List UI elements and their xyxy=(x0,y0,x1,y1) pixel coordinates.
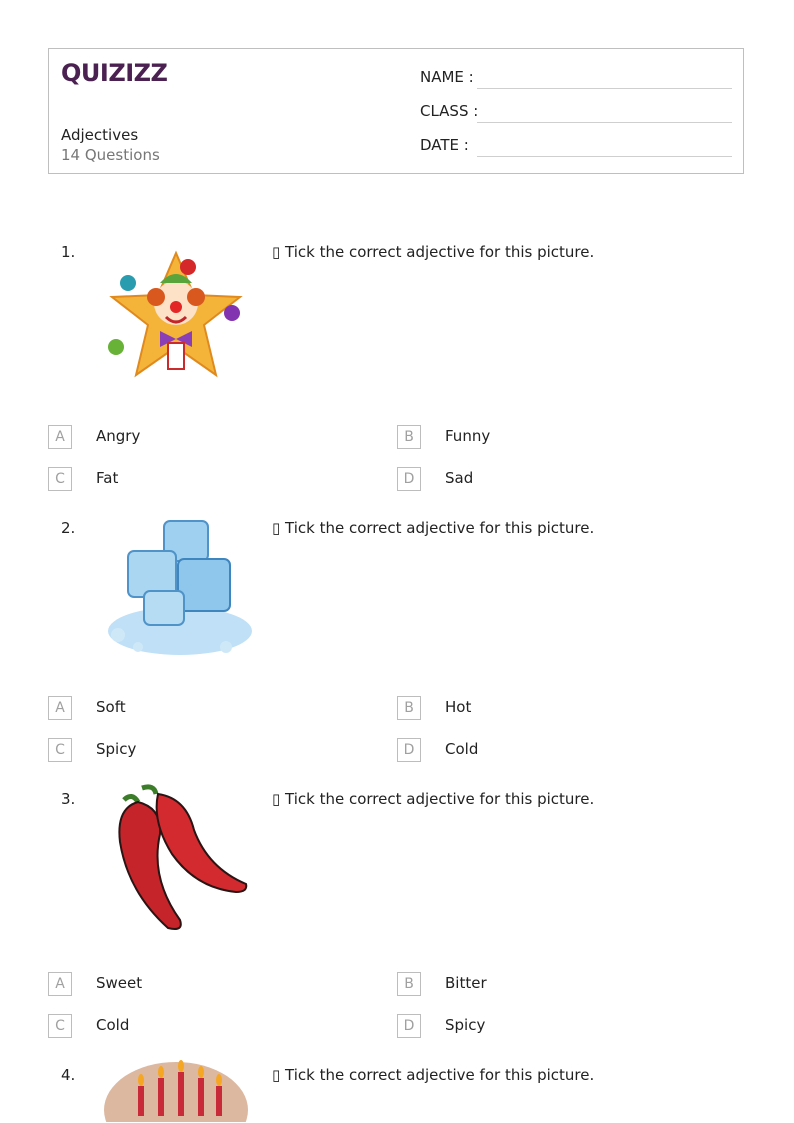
option-letter-box[interactable]: B xyxy=(397,972,421,996)
option-letter-box[interactable]: C xyxy=(48,467,72,491)
option-letter-box[interactable]: C xyxy=(48,738,72,762)
option-text: Angry xyxy=(96,427,141,445)
class-field xyxy=(420,102,478,120)
option-text: Bitter xyxy=(445,974,487,992)
question-number: 2. xyxy=(61,519,76,537)
question-prompt: ▯ Tick the correct adjective for this picture. xyxy=(272,1066,595,1084)
option-text: Soft xyxy=(96,698,126,716)
birthday-cake-icon xyxy=(98,1058,254,1122)
question-number: 3. xyxy=(61,790,76,808)
option-letter-box[interactable]: D xyxy=(397,467,421,491)
option-letter-box[interactable]: A xyxy=(48,425,72,449)
worksheet-title: Adjectives xyxy=(61,126,139,144)
option-letter-box[interactable]: A xyxy=(48,972,72,996)
quizizz-logo: QUIZIZZ xyxy=(61,59,168,87)
date-field xyxy=(420,136,469,154)
ice-cubes-icon xyxy=(98,511,254,667)
question-number: 1. xyxy=(61,243,76,261)
option-text: Sweet xyxy=(96,974,143,992)
class-label: CLASS : xyxy=(420,102,479,120)
option-letter-box[interactable]: C xyxy=(48,1014,72,1038)
name-field xyxy=(420,68,474,86)
option-text: Cold xyxy=(96,1016,130,1034)
name-label: NAME : xyxy=(420,68,474,86)
option-text: Hot xyxy=(445,698,472,716)
option-text: Funny xyxy=(445,427,491,445)
option-text: Fat xyxy=(96,469,119,487)
question-prompt: ▯ Tick the correct adjective for this picture. xyxy=(272,243,595,261)
date-line[interactable] xyxy=(477,156,732,157)
date-label: DATE : xyxy=(420,136,469,154)
option-text: Spicy xyxy=(445,1016,486,1034)
chili-peppers-icon xyxy=(98,782,254,938)
option-letter-box[interactable]: D xyxy=(397,1014,421,1038)
option-letter-box[interactable]: D xyxy=(397,738,421,762)
class-line[interactable] xyxy=(477,122,732,123)
option-letter-box[interactable]: B xyxy=(397,696,421,720)
name-line[interactable] xyxy=(477,88,732,89)
question-count: 14 Questions xyxy=(61,146,160,164)
option-letter-box[interactable]: A xyxy=(48,696,72,720)
option-text: Spicy xyxy=(96,740,137,758)
clown-juggling-icon xyxy=(98,235,254,391)
option-letter-box[interactable]: B xyxy=(397,425,421,449)
question-prompt: ▯ Tick the correct adjective for this picture. xyxy=(272,790,595,808)
question-number: 4. xyxy=(61,1066,76,1084)
question-prompt: ▯ Tick the correct adjective for this picture. xyxy=(272,519,595,537)
worksheet-header xyxy=(48,48,744,174)
option-text: Cold xyxy=(445,740,479,758)
option-text: Sad xyxy=(445,469,474,487)
